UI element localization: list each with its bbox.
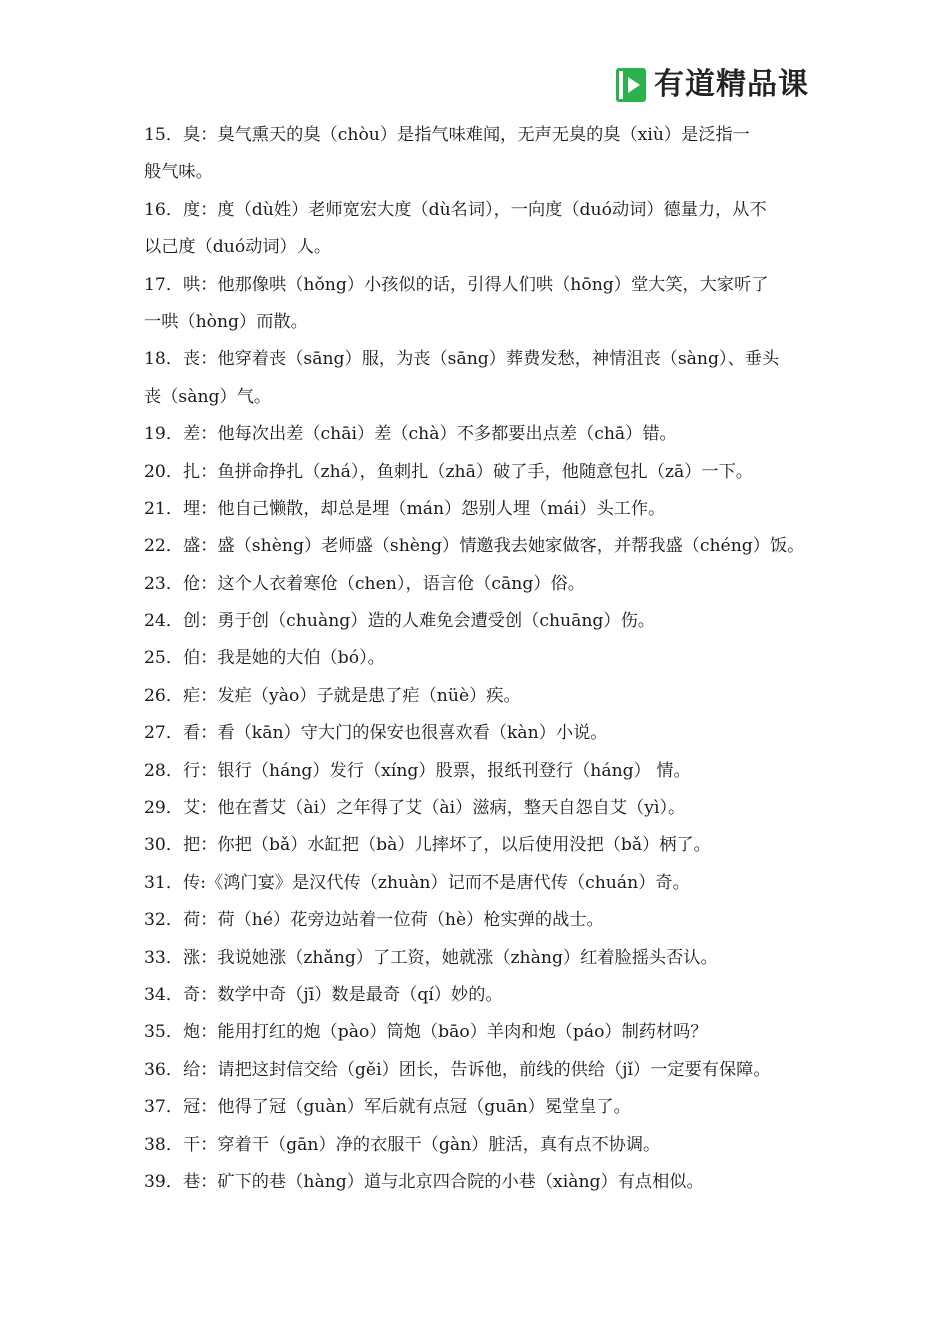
entry-line: 37．冠：他得了冠（guàn）军后就有点冠（guān）冕堂皇了。 — [144, 1097, 631, 1118]
entry-line: 38．干：穿着干（gān）净的衣服干（gàn）脏活，真有点不协调。 — [144, 1134, 661, 1155]
list-item — [144, 640, 810, 677]
entry-line: 17．哄：他那像哄（hǒng）小孩似的话，引得人们哄（hōng）堂大笑，大家听了 — [144, 274, 769, 295]
entry-line: 20．扎：鱼拼命挣扎（zhá），鱼刺扎（zhā）破了手，他随意包扎（zā）一下。 — [144, 461, 753, 482]
list-item — [144, 865, 810, 902]
entry-line: 35．炮：能用打红的炮（pào）筒炮（bāo）羊肉和炮（páo）制药材吗？ — [144, 1022, 708, 1043]
list-item — [144, 1127, 810, 1164]
list-item — [144, 1164, 810, 1201]
entry-line: 34．奇：数学中奇（jī）数是最奇（qí）妙的。 — [144, 984, 503, 1005]
entry-line: 般气味。 — [144, 162, 213, 183]
list-item — [144, 454, 810, 491]
list-item — [144, 715, 810, 752]
list-item — [144, 603, 810, 640]
list-item — [144, 940, 810, 977]
entry-line: 39．巷：矿下的巷（hàng）道与北京四合院的小巷（xiàng）有点相似。 — [144, 1171, 704, 1192]
entry-line: 25．伯：我是她的大伯（bó）。 — [144, 648, 385, 669]
list-item — [144, 491, 810, 528]
entry-line: 23．伧：这个人衣着寒伧（chen），语言伧（cāng）俗。 — [144, 573, 585, 594]
entry-line: 16．度：度（dù姓）老师宽宏大度（dù名词），一向度（duó动词）德量力，从不 — [144, 199, 767, 220]
entry-line: 36．给：请把这封信交给（gěi）团长，告诉他，前线的供给（jǐ）一定要有保障。 — [144, 1059, 771, 1080]
list-item — [144, 1014, 810, 1051]
list-item — [144, 416, 810, 453]
list-item — [144, 678, 810, 715]
entry-line: 21．埋：他自己懒散，却总是埋（mán）怨别人埋（mái）头工作。 — [144, 498, 666, 519]
entry-line: 32．荷：荷（hé）花旁边站着一位荷（hè）枪实弹的战士。 — [144, 910, 604, 931]
brand-logo — [616, 66, 809, 104]
list-item — [144, 528, 810, 565]
list-item — [144, 1052, 810, 1089]
entry-line: 33．涨：我说她涨（zhǎng）了工资，她就涨（zhàng）红着脸摇头否认。 — [144, 947, 718, 968]
entry-line: 19．差：他每次出差（chāi）差（chà）不多都要出点差（chā）错。 — [144, 424, 677, 445]
polyphonic-character-list — [144, 117, 810, 1201]
list-item — [144, 566, 810, 603]
entry-line: 24．创：勇于创（chuàng）造的人难免会遭受创（chuāng）伤。 — [144, 611, 655, 632]
entry-line: 26．疟：发疟（yào）子就是患了疟（nüè）疾。 — [144, 685, 521, 706]
list-item — [144, 902, 810, 939]
play-book-icon — [616, 68, 646, 102]
list-item — [144, 192, 810, 267]
list-item — [144, 790, 810, 827]
entry-line: 一哄（hòng）而散。 — [144, 311, 308, 332]
list-item — [144, 1089, 810, 1126]
entry-line: 15．臭：臭气熏天的臭（chòu）是指气味难闻，无声无臭的臭（xiù）是泛指一 — [144, 125, 750, 145]
entry-line: 30．把：你把（bǎ）水缸把（bà）儿摔坏了，以后使用没把（bǎ）柄了。 — [144, 835, 711, 856]
entry-line: 28．行：银行（háng）发行（xíng）股票，报纸刊登行（háng） 情。 — [144, 760, 691, 781]
entry-line: 31．传:《鸿门宴》是汉代传（zhuàn）记而不是唐代传（chuán）奇。 — [144, 872, 690, 893]
entry-line: 27．看：看（kān）守大门的保安也很喜欢看（kàn）小说。 — [144, 723, 608, 744]
entry-line: 以己度（duó动词）人。 — [144, 237, 332, 258]
list-item — [144, 117, 810, 192]
list-item — [144, 977, 810, 1014]
list-item — [144, 341, 810, 416]
brand-name: 有道精品课 — [654, 67, 809, 102]
list-item — [144, 827, 810, 864]
list-item — [144, 267, 810, 342]
list-item — [144, 753, 810, 790]
entry-line: 18．丧：他穿着丧（sāng）服，为丧（sāng）葬费发愁，神情沮丧（sàng）、垂头 — [144, 349, 780, 370]
entry-line: 29．艾：他在耆艾（ài）之年得了艾（ài）滋病，整天自怨自艾（yì）。 — [144, 798, 686, 819]
entry-line: 22．盛：盛（shèng）老师盛（shèng）情邀我去她家做客，并帮我盛（chéng）饭。 — [144, 536, 805, 557]
entry-line: 丧（sàng）气。 — [144, 386, 272, 407]
